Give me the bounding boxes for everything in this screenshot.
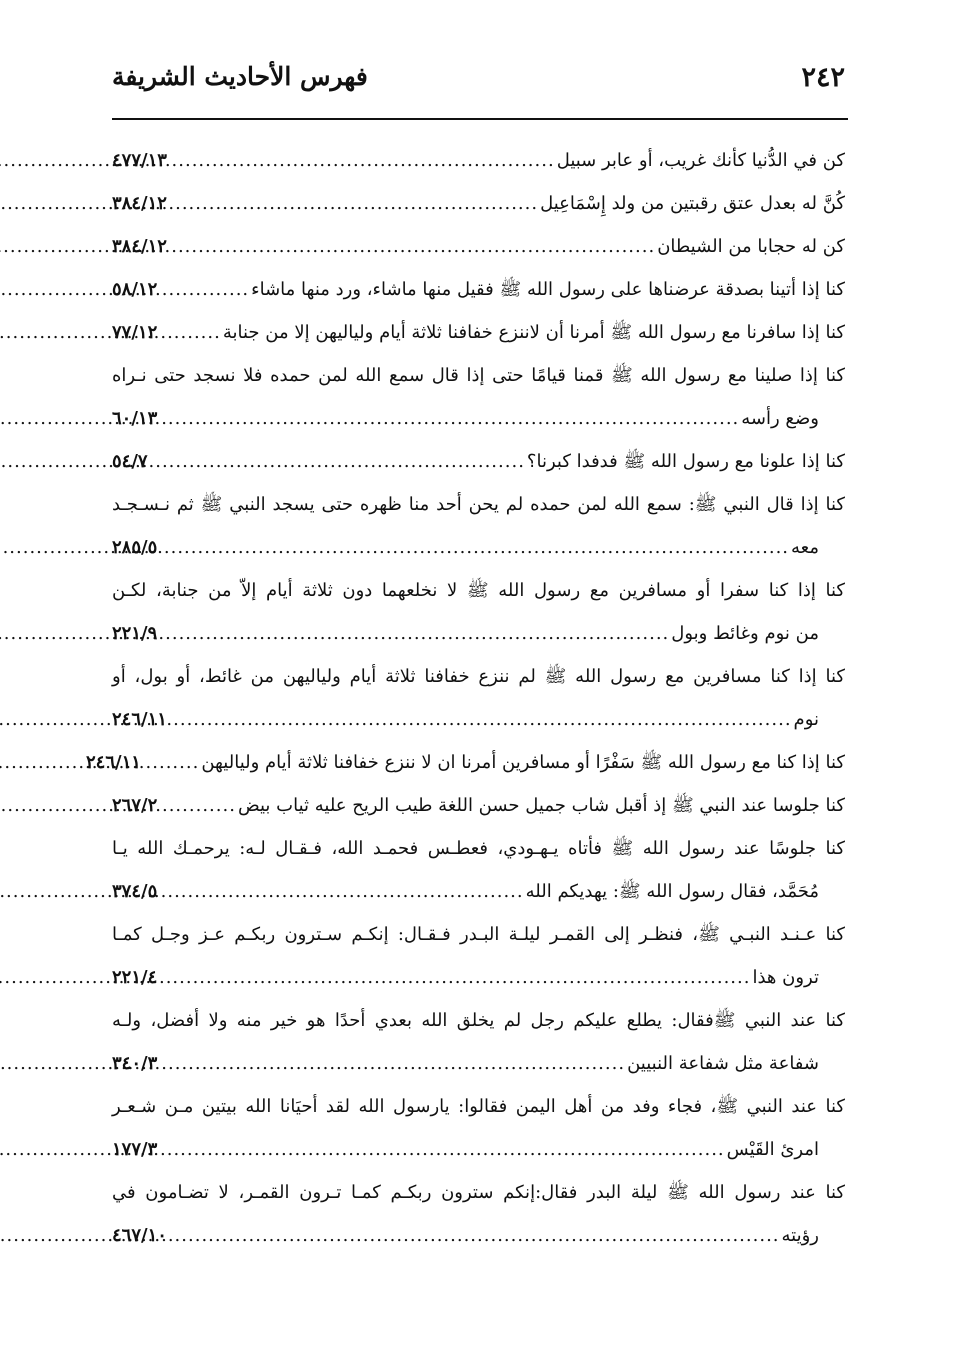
- volume-page-reference: ٧٧/١٢: [112, 322, 158, 343]
- index-entry: [112, 311, 845, 354]
- dot-leader: [157, 311, 223, 354]
- volume-page-reference: ٣٤٠/٣: [112, 1053, 158, 1074]
- dot-leader: [157, 1128, 726, 1171]
- index-entry: [112, 268, 845, 311]
- running-title: فهرس الأحاديث الشريفة: [112, 62, 368, 91]
- volume-page-reference: ٥٤/٧: [112, 451, 148, 472]
- entry-first-line: [112, 913, 845, 956]
- hadith-text: كنا عند رسول الله ﷺ ليلة البدر فقال:إنكم سترون ربكـم كمـا تـرون القمـر، لا تضـامون في: [112, 1182, 845, 1203]
- entry-first-line: [112, 311, 845, 354]
- entry-first-line: [112, 225, 845, 268]
- entry-first-line: [112, 999, 845, 1042]
- hadith-text: كنا إذا صلينا مع رسول الله ﷺ قمنا قيامًا حتى إذا قال سمع الله لمن حمده فلا نسجد حتى نـراه: [112, 365, 845, 386]
- dot-leader: [157, 1042, 627, 1085]
- entry-continuation-line: [112, 956, 845, 999]
- index-entry: [112, 225, 845, 268]
- entry-first-line: [112, 268, 845, 311]
- volume-page-reference: ٢٦٧/٢: [112, 795, 158, 816]
- entry-first-line: [112, 1085, 845, 1128]
- dot-leader: [141, 741, 201, 784]
- hadith-text: نوم: [793, 709, 819, 730]
- hadith-text: كنا جلوسًا عند رسول الله ﷺ فأتاه يـهـودي، فعطـس فحمـد الله، فـقـال لـه: يرحمـك الله يـا: [112, 838, 845, 859]
- entry-continuation-line: [112, 1128, 845, 1171]
- entry-first-line: [112, 440, 845, 483]
- volume-page-reference: ٣٨٤/١٢: [112, 236, 167, 257]
- index-entry: [112, 182, 845, 225]
- hadith-index-list: [86, 139, 845, 1257]
- entry-first-line: [112, 827, 845, 870]
- hadith-text: كنا جلوسا عند النبي ﷺ إذ أقبل شاب جميل حسن اللغة طيب الريح عليه ثياب بيض: [237, 795, 845, 816]
- hadith-text: شفاعة مثل شفاعة النبيين: [627, 1053, 819, 1074]
- entry-first-line: [86, 741, 845, 784]
- entry-first-line: [112, 569, 845, 612]
- entry-first-line: [112, 182, 845, 225]
- entry-continuation-line: [112, 1214, 845, 1257]
- index-entry: [86, 741, 845, 784]
- header-rule: [112, 118, 848, 120]
- dot-leader: [167, 698, 794, 741]
- dot-leader: [167, 182, 540, 225]
- volume-page-reference: ٢٢١/٤: [112, 967, 158, 988]
- hadith-text: كن في الدُّنيا كأنك غريب، أو عابر سبيل: [556, 150, 845, 171]
- volume-page-reference: ٣٧٤/٥: [112, 881, 158, 902]
- index-entry: [112, 784, 845, 827]
- entry-continuation-line: [112, 612, 845, 655]
- dot-leader: [157, 612, 671, 655]
- hadith-text: كنا عـنـد النبـي ﷺ، فنظـر إلى القمـر ليلـة البـدر فـقـال: إنكـم سـترون ربكـم عـز وجـل كمـا: [112, 924, 845, 945]
- dot-leader: [157, 784, 238, 827]
- hadith-text: كنا إذا كنا مسافرين مع رسول الله ﷺ لم ننزع خفافنا ثلاثة أيام ولياليهن من غائط، أو بول، أو: [112, 666, 845, 687]
- hadith-text: كنا إذا علونا مع رسول الله ﷺ فدفدا كبرنا؟: [526, 451, 845, 472]
- index-entry: [112, 354, 845, 440]
- dot-leader: [167, 1214, 782, 1257]
- dot-leader: [148, 440, 527, 483]
- entry-continuation-line: [112, 1042, 845, 1085]
- dot-leader: [167, 225, 657, 268]
- dot-leader: [157, 956, 752, 999]
- dot-leader: [157, 397, 741, 440]
- hadith-text: كن له حجابا من الشيطان: [657, 236, 845, 257]
- index-entry: [112, 569, 845, 655]
- index-entry: [112, 655, 845, 741]
- index-entry: [112, 1085, 845, 1171]
- page-number: ٢٤٢: [801, 62, 845, 93]
- hadith-text: كنا إذا سافرنا مع رسول الله ﷺ أمرنا أن لاننزع خفافنا ثلاثة أيام ولياليهن إلا من جنابة: [222, 322, 845, 343]
- entry-first-line: [112, 655, 845, 698]
- hadith-text: كنا عند النبي ﷺ، فجاء وفد من أهل اليمن فقالوا: يارسول الله لقد أحيَانا الله بيتين مـن شـعـر: [112, 1096, 845, 1117]
- volume-page-reference: ٥٨/١٢: [112, 279, 158, 300]
- entry-first-line: [112, 354, 845, 397]
- volume-page-reference: ٣٨٤/١٢: [112, 193, 167, 214]
- hadith-text: كنا إذا كنا سفرا أو مسافرين مع رسول الله ﷺ لا نخلعهما دون ثلاثة أيام إلاّ من جنابة، لكـن: [112, 580, 845, 601]
- dot-leader: [157, 526, 791, 569]
- hadith-text: معه: [791, 537, 819, 558]
- entry-first-line: [112, 784, 845, 827]
- index-entry: [112, 999, 845, 1085]
- entry-continuation-line: [112, 526, 845, 569]
- hadith-text: وضع رأسه: [741, 408, 819, 429]
- volume-page-reference: ٤٦٧/١٠: [112, 1225, 167, 1246]
- index-entry: [112, 827, 845, 913]
- hadith-text: كنا عند النبي ﷺفقال: يطلع عليكم رجل لم يخلق الله بعدي أحدًا هو خير منه ولا أفضل، ولـه: [112, 1010, 845, 1031]
- hadith-text: كُنَّ له بعدل عتق رقبتين من ولد إِسْمَاعِيل: [540, 193, 845, 214]
- entry-first-line: [112, 1171, 845, 1214]
- index-entry: [112, 440, 845, 483]
- hadith-text: رؤيته: [781, 1225, 819, 1246]
- entry-continuation-line: [112, 870, 845, 913]
- index-entry: [112, 483, 845, 569]
- hadith-text: امرئ القَيْس: [726, 1139, 819, 1160]
- entry-first-line: [112, 483, 845, 526]
- dot-leader: [157, 870, 525, 913]
- entry-first-line: [112, 139, 845, 182]
- dot-leader: [157, 268, 251, 311]
- hadith-text: مُحَمَّد، فقال رسول الله ﷺ: يهديكم الله: [525, 881, 819, 902]
- hadith-text: من نوم وغائط وبول: [671, 623, 819, 644]
- dot-leader: [167, 139, 557, 182]
- hadith-text: كنا إذا أتينا بصدقة عرضناها على رسول الله ﷺ فقيل منها ماشاء، ورد منها ماشاء: [251, 279, 845, 300]
- index-entry: [112, 1171, 845, 1257]
- volume-page-reference: ٢٤٦/١١: [112, 709, 167, 730]
- volume-page-reference: ١٧٧/٣: [112, 1139, 158, 1160]
- hadith-text: ترون هذا: [752, 967, 819, 988]
- volume-page-reference: ٤٧٧/١٣: [112, 150, 167, 171]
- volume-page-reference: ٢٤٦/١١: [86, 752, 141, 773]
- index-entry: [112, 139, 845, 182]
- page-header: [112, 62, 845, 102]
- volume-page-reference: ٢٨٥/٥: [112, 537, 158, 558]
- volume-page-reference: ٦٠/١٣: [112, 408, 158, 429]
- hadith-text: كنا إذا كنا مع رسول الله ﷺ سَفْرًا أو مسافرين أمرنا ان لا ننزع خفافنا ثلاثة أيام ولياليهن: [201, 752, 845, 773]
- volume-page-reference: ٢٢١/٩: [112, 623, 158, 644]
- entry-continuation-line: [112, 698, 845, 741]
- entry-continuation-line: [112, 397, 845, 440]
- index-entry: [112, 913, 845, 999]
- hadith-text: كنا إذا قال النبي ﷺ: سمع الله لمن حمده لم يحن أحد منا ظهره حتى يسجد النبي ﷺ ثم نـسـجـد: [112, 494, 845, 515]
